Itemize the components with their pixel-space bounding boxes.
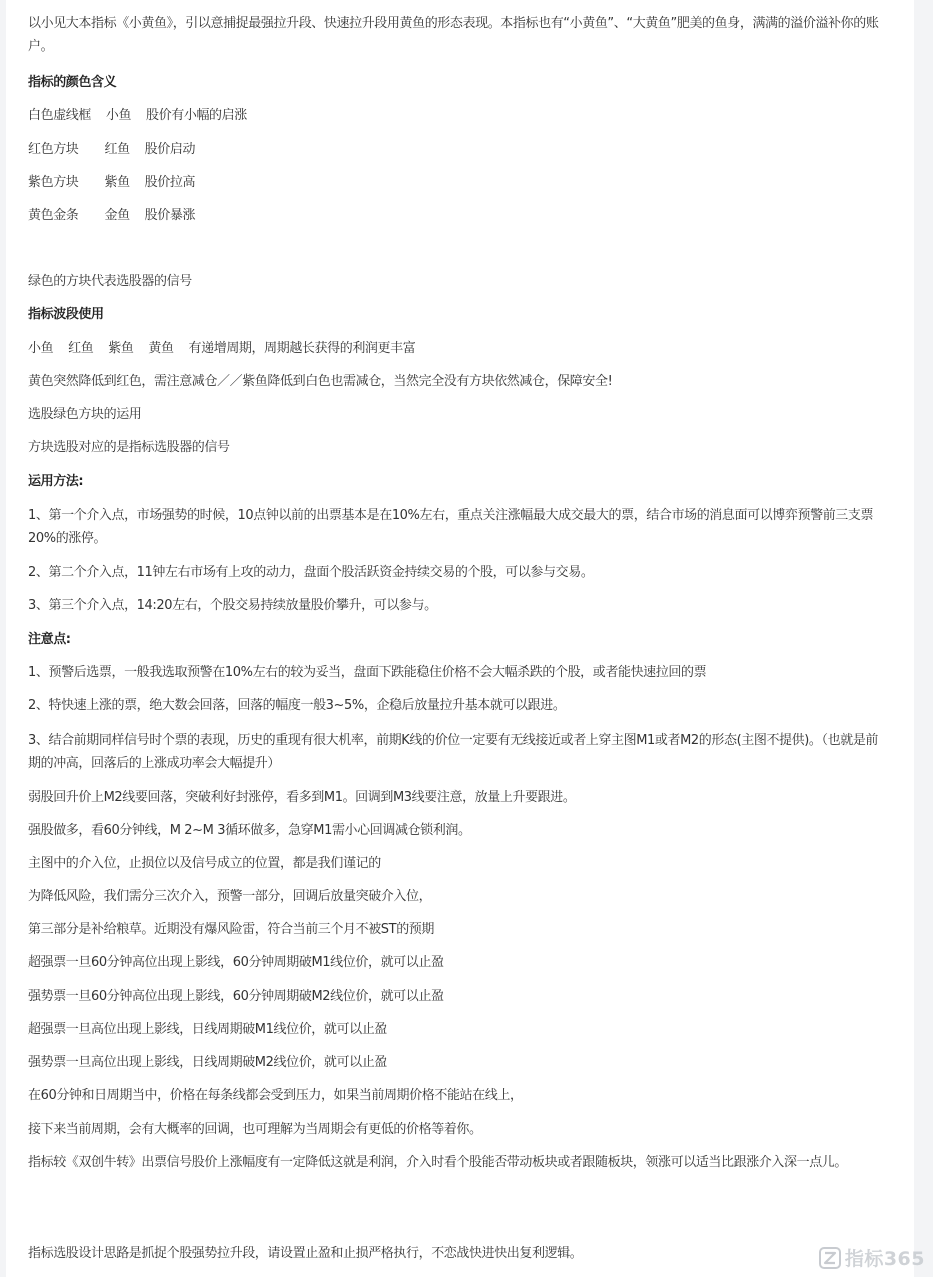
note-item: 3、结合前期同样信号时个票的表现，历史的重现有很大机率，前期K线的价位一定要有无线接近或者上穿主图M1或者M2的形态(主图不提供)。（也就是前期的冲高，回落后的上涨成功率会大幅提升） (28, 733, 879, 771)
method-item: 2、第二个介入点，11钟左右市场有上攻的动力，盘面个股活跃资金持续交易的个股，可以参与交易。 (28, 565, 594, 580)
band-usage-line: 小鱼 红鱼 紫鱼 黄鱼 有递增周期，周期越长获得的利润更丰富 (28, 341, 416, 356)
method-item: 1、第一个介入点，市场强势的时候，10点钟以前的出票基本是在10%左右，重点关注涨幅最大成交最大的票，结合市场的消息面可以博弈预警前三支票20%的涨停。 (28, 508, 874, 546)
method-item: 3、第三个介入点，14:20左右，个股交易持续放量股价攀升，可以参与。 (28, 598, 437, 613)
extra-line: 超强票一旦高位出现上影线，日线周期破M1线位价，就可以止盈 (28, 1022, 387, 1037)
extra-line: 弱股回升价上M2线要回落，突破利好封涨停，看多到M1。回调到M3线要注意，放量上升要跟进。 (28, 790, 576, 805)
band-usage-heading: 指标波段使用 (28, 307, 104, 322)
extra-line: 为降低风险，我们需分三次介入，预警一部分，回调后放量突破介入位， (28, 889, 432, 904)
color-row-purple: 紫色方块 紫鱼 股价拉高 (28, 175, 196, 190)
watermark (819, 1244, 925, 1271)
color-row-yellow: 黄色金条 金鱼 股价暴涨 (28, 208, 196, 223)
extra-line: 强势票一旦高位出现上影线，日线周期破M2线位价，就可以止盈 (28, 1055, 387, 1070)
extra-line: 接下来当前周期，会有大概率的回调，也可理解为当周期会有更低的价格等着你。 (28, 1122, 482, 1137)
green-correspond-line: 方块选股对应的是指标选股器的信号 (28, 440, 230, 455)
extra-line: 主图中的介入位，止损位以及信号成立的位置，都是我们谨记的 (28, 856, 381, 871)
final-line: 指标选股设计思路是抓捉个股强势拉升段，请设置止盈和止损严格执行，不恋战快进快出复利逻辑。 (28, 1246, 583, 1261)
green-usage-line: 选股绿色方块的运用 (28, 407, 142, 422)
watermark-text: 指标365 (844, 1248, 925, 1270)
extra-line: 超强票一旦60分钟高位出现上影线，60分钟周期破M1线位价，就可以止盈 (28, 955, 444, 970)
extra-line: 强股做多，看60分钟线，M 2~M 3循环做多，急穿M1需小心回调减仓锁利润。 (28, 823, 471, 838)
extra-line: 第三部分是补给粮草。近期没有爆风险雷，符合当前三个月不被ST的预期 (28, 922, 434, 937)
extra-line: 指标较《双创牛转》出票信号股价上涨幅度有一定降低这就是利润，介入时看个股能否带动板块或者跟随板块，领涨可以适当比跟涨介入深一点儿。 (28, 1155, 848, 1170)
method-heading: 运用方法: (28, 474, 84, 489)
extra-line: 强势票一旦60分钟高位出现上影线，60分钟周期破M2线位价，就可以止盈 (28, 989, 444, 1004)
green-signal-text: 绿色的方块代表选股器的信号 (28, 274, 192, 289)
note-item: 1、预警后选票，一般我选取预警在10%左右的较为妥当，盘面下跌能稳住价格不会大幅杀跌的个股，或者能快速拉回的票 (28, 665, 707, 680)
extra-line: 在60分钟和日周期当中，价格在每条线都会受到压力，如果当前周期价格不能站在线上， (28, 1088, 523, 1103)
color-row-white: 白色虚线框 小鱼 股价有小幅的启涨 (28, 108, 247, 123)
z-logo-icon (819, 1247, 841, 1269)
article-body (6, 0, 914, 1277)
color-meaning-heading: 指标的颜色含义 (28, 75, 117, 90)
notes-heading: 注意点: (28, 632, 71, 647)
reduce-position-line: 黄色突然降低到红色，需注意减仓／／紫鱼降低到白色也需减仓，当然完全没有方块依然减仓，保障安全! (28, 374, 613, 389)
note-item: 2、特快速上涨的票，绝大数会回落，回落的幅度一般3~5%，企稳后放量拉升基本就可以跟进。 (28, 698, 566, 713)
intro-paragraph: 以小见大本指标《小黄鱼》，引以意捕捉最强拉升段、快速拉升段用黄鱼的形态表现。本指标也有“小黄鱼”、“大黄鱼”肥美的鱼身，满满的溢价溢补你的账户。 (28, 16, 879, 54)
color-row-red: 红色方块 红鱼 股价启动 (28, 142, 196, 157)
